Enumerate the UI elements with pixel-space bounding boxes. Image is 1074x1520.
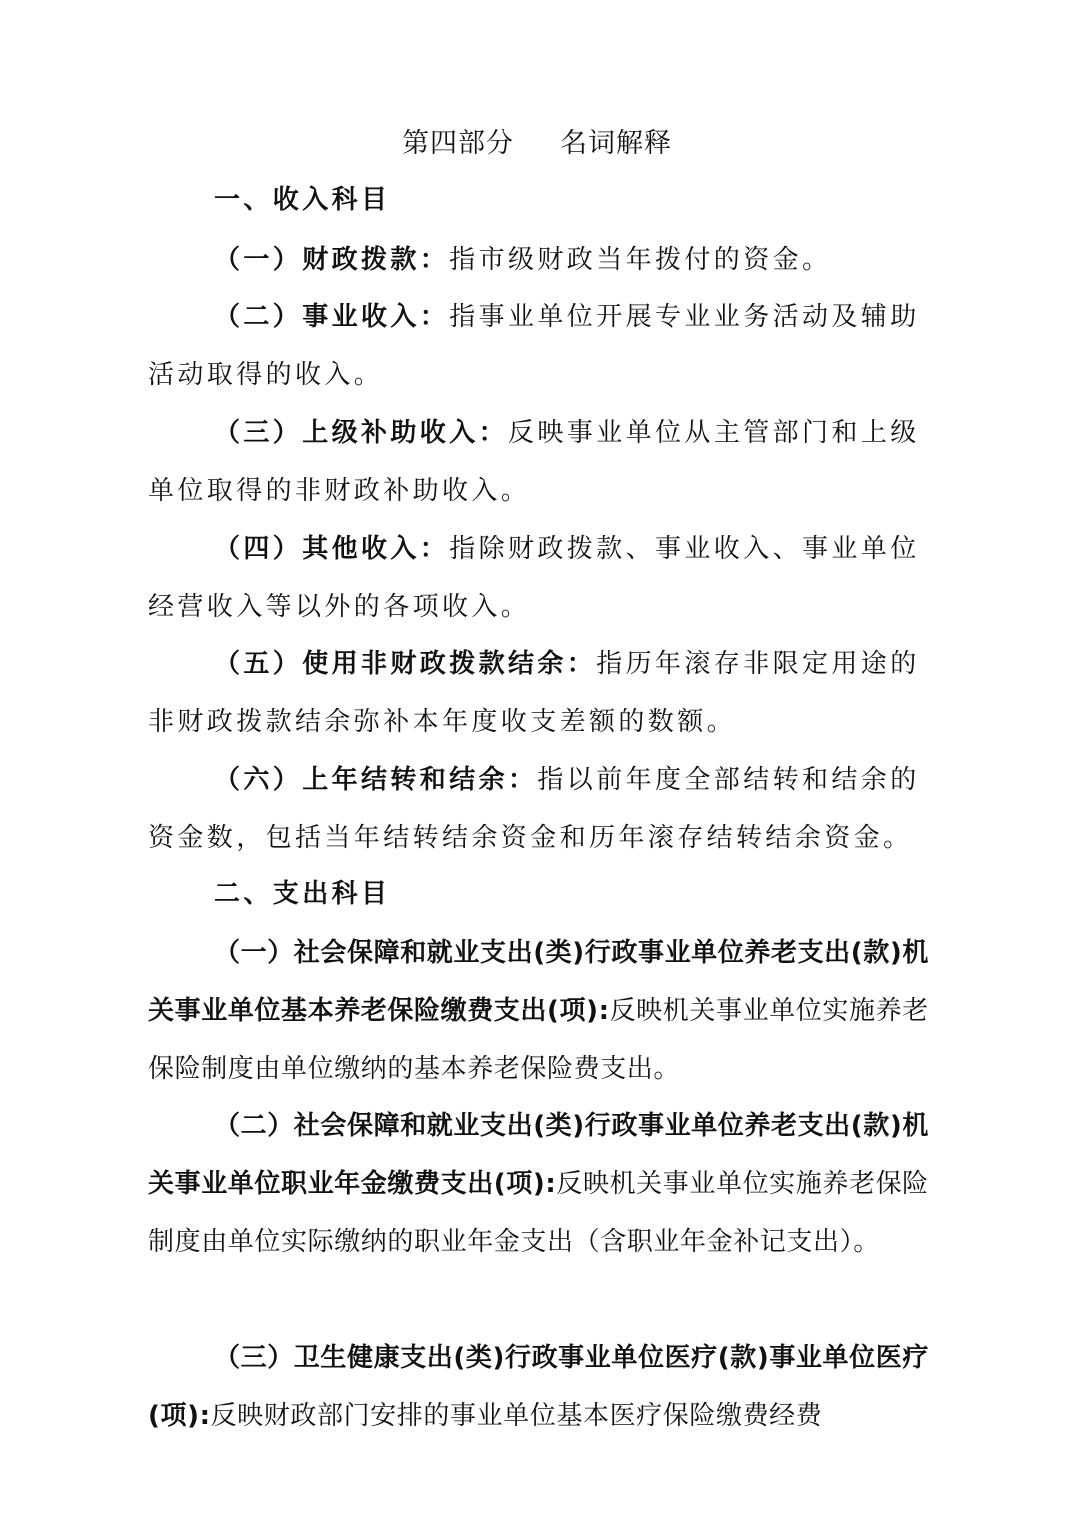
item-text: 指事业单位开展专业业务活动及辅助活动取得的收入。: [148, 302, 920, 390]
item-text: 反映机关事业单位实施养老保险制度由单位缴纳的基本养老保险费支出。: [148, 996, 929, 1084]
item-term: （二）事业收入：: [214, 302, 450, 332]
item-text: 指历年滚存非限定用途的非财政拨款结余弥补本年度收支差额的数额。: [148, 649, 920, 737]
page-title: [0, 122, 1074, 166]
title-part: 第四部分: [402, 128, 514, 159]
item-term: （二）社会保障和就业支出(类)行政事业单位养老支出(款)机关事业单位职业年金缴费支出(项):: [148, 1111, 929, 1199]
item-text: 反映事业单位从主管部门和上级单位取得的非财政补助收入。: [148, 418, 920, 506]
item-text: 反映机关事业单位实施养老保险制度由单位实际缴纳的职业年金支出（含职业年金补记支出）。: [148, 1169, 929, 1257]
item-term: （三）上级补助收入：: [214, 418, 509, 448]
income-item-2: [148, 288, 948, 404]
income-item-6: [148, 751, 948, 867]
section-heading-expense: 二、支出科目: [214, 879, 391, 909]
income-item-1: [148, 231, 948, 289]
item-term: （三）卫生健康支出(类)行政事业单位医疗(款)事业单位医疗(项):: [148, 1343, 929, 1431]
item-term: （四）其他收入：: [214, 534, 450, 564]
item-text: 指以前年度全部结转和结余的资金数，包括当年结转结余资金和历年滚存结转结余资金。: [148, 765, 920, 853]
section-heading-income: 一、收入科目: [214, 185, 391, 215]
item-text: 指市级财政当年拨付的资金。: [449, 245, 832, 275]
item-text: 指除财政拨款、事业收入、事业单位经营收入等以外的各项收入。: [148, 534, 920, 622]
item-text: 反映财政部门安排的事业单位基本医疗保险缴费经费: [210, 1401, 823, 1431]
item-term: （一）财政拨款：: [214, 245, 450, 275]
income-item-5: [148, 635, 948, 751]
item-term: （一）社会保障和就业支出(类)行政事业单位养老支出(款)机关事业单位基本养老保险缴费支出(项):: [148, 938, 929, 1026]
item-term: （六）上年结转和结余：: [214, 765, 538, 795]
expense-item-2: [148, 1097, 948, 1271]
income-item-3: [148, 404, 948, 520]
expense-item-3: [148, 1329, 948, 1445]
title-name: 名词解释: [560, 128, 672, 159]
item-term: （五）使用非财政拨款结余：: [214, 649, 597, 679]
income-item-4: [148, 520, 948, 636]
expense-item-1: [148, 924, 948, 1098]
